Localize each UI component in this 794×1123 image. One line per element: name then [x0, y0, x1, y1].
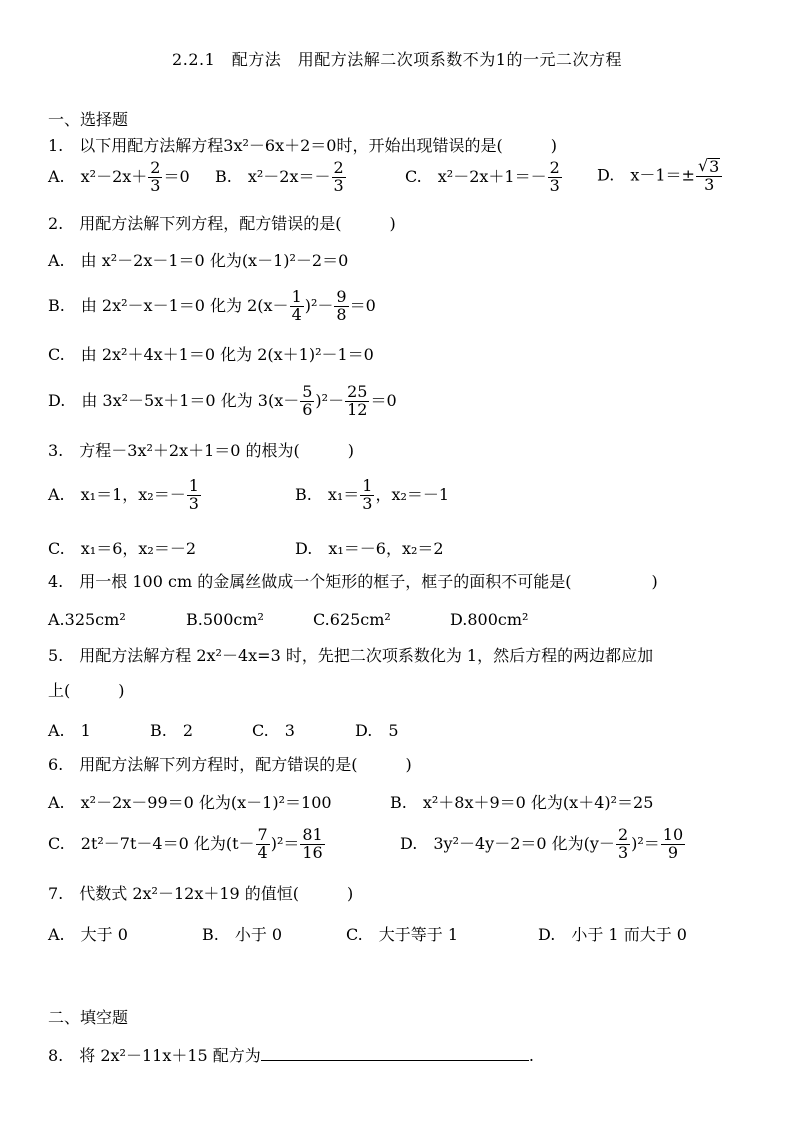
q6-option-b: B. x²＋8x＋9＝0 化为(x＋4)²＝25: [390, 793, 654, 812]
q4-option-b: B.500cm²: [186, 610, 264, 629]
page-title: 2.2.1 配方法 用配方法解二次项系数不为1的一元二次方程: [172, 50, 622, 69]
q6-option-a: A. x²－2x－99＝0 化为(x－1)²＝100: [48, 793, 332, 812]
question-1-stem: 1. 以下用配方法解方程3x²－6x＋2＝0时，开始出现错误的是( ): [48, 136, 557, 155]
q2-option-b: B. 由 2x²－x－1＝0 化为 2(x－ $\frac{1}{4}$ )²－ $\frac{9}{8}$ ＝0: [48, 287, 376, 324]
q3-option-b: B. x₁＝ $\frac{1}{3}$ ，x₂＝－1: [295, 476, 450, 513]
question-2-stem: 2. 用配方法解下列方程，配方错误的是( ): [48, 214, 396, 233]
q5-option-c: C. 3: [252, 721, 295, 740]
question-7-stem: 7. 代数式 2x²－12x＋19 的值恒( ): [48, 884, 354, 903]
q3-option-a: A. x₁＝1，x₂＝－ $\frac{1}{3}$: [48, 476, 199, 513]
q5-option-b: B. 2: [150, 721, 194, 740]
q1-option-d: D. x－1＝± √ 3 3: [597, 158, 723, 194]
q7-option-c: C. 大于等于 1: [346, 925, 459, 944]
question-5-stem-cont: 上( ): [48, 681, 125, 700]
question-3-stem: 3. 方程－3x²＋2x＋1＝0 的根为( ): [48, 441, 355, 460]
q5-option-d: D. 5: [355, 721, 399, 740]
q7-option-d: D. 小于 1 而大于 0: [538, 925, 687, 944]
section-heading-choice: 一、选择题: [48, 110, 129, 129]
q7-option-a: A. 大于 0: [48, 925, 128, 944]
question-5-stem: 5. 用配方法解方程 2x²－4x=3 时，先把二次项系数化为 1，然后方程的两边都应加: [48, 646, 654, 665]
q6-option-c: C. 2t²－7t－4＝0 化为(t－ $\frac{7}{4}$ )²＝ $\frac{81}{16}$: [48, 825, 323, 862]
q8-answer-blank[interactable]: [261, 1046, 529, 1061]
q7-option-b: B. 小于 0: [202, 925, 283, 944]
question-6-stem: 6. 用配方法解下列方程时，配方错误的是( ): [48, 755, 412, 774]
question-8: 8. 将 2x²－11x＋15 配方为 .: [48, 1046, 534, 1065]
q6-option-d: D. 3y²－4y－2＝0 化为(y－ $\frac{2}{3}$ )²＝ $\frac{10}{9}$: [400, 825, 684, 862]
q4-option-c: C.625cm²: [313, 610, 391, 629]
q1-option-b: B. x²－2x＝－ $\frac{2}{3}$: [215, 158, 344, 195]
q3-option-d: D. x₁＝－6，x₂＝2: [295, 539, 444, 558]
q5-option-a: A. 1: [48, 721, 91, 740]
q3-option-c: C. x₁＝6，x₂＝－2: [48, 539, 196, 558]
q2-option-a: A. 由 x²－2x－1＝0 化为(x－1)²－2＝0: [48, 251, 349, 270]
q2-option-c: C. 由 2x²＋4x＋1＝0 化为 2(x＋1)²－1＝0: [48, 345, 374, 364]
q4-option-d: D.800cm²: [450, 610, 529, 629]
section-heading-fill: 二、填空题: [48, 1008, 129, 1027]
q1-option-c: C. x²－2x＋1＝－ $\frac{2}{3}$: [405, 158, 560, 195]
q1-option-a: A. x²－2x＋ $\frac{2}{3}$ ＝0: [48, 158, 190, 195]
q4-option-a: A.325cm²: [48, 610, 126, 629]
question-4-stem: 4. 用一根 100 cm 的金属丝做成一个矩形的框子，框子的面积不可能是( ): [48, 572, 658, 591]
q2-option-d: D. 由 3x²－5x＋1＝0 化为 3(x－ $\frac{5}{6}$ )²－ $\frac{25}{12}$ ＝0: [48, 382, 397, 419]
